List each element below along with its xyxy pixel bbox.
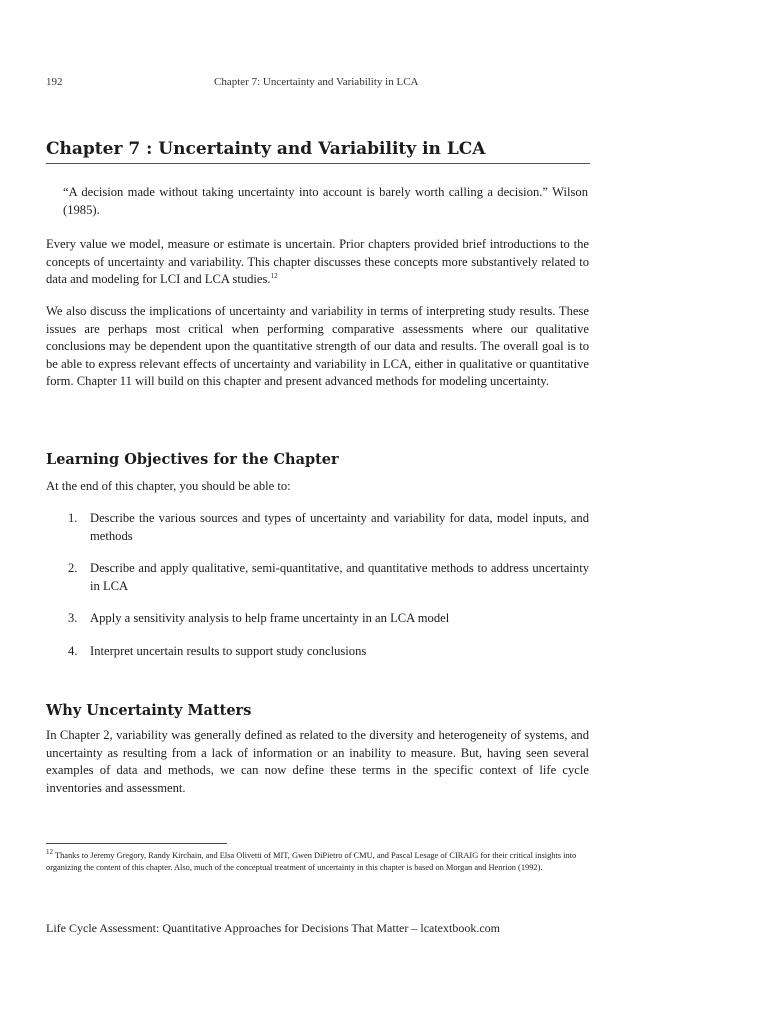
intro-paragraph-1-text: Every value we model, measure or estimate is uncertain. Prior chapters provided brief introductions to the concepts of uncertainty and variability. This chapter discusses these concepts more substantively related to data and modeling for LCI and LCA studies. xyxy=(46,237,589,286)
list-item-text: Interpret uncertain results to support study conclusions xyxy=(90,643,367,658)
footnote-divider xyxy=(46,843,227,844)
list-item xyxy=(46,643,589,661)
objectives-intro: At the end of this chapter, you should be able to: xyxy=(46,479,291,493)
footnote xyxy=(46,850,589,873)
list-item xyxy=(46,510,589,545)
running-title: Chapter 7: Uncertainty and Variability in LCA xyxy=(214,76,419,88)
why-uncertainty-heading: Why Uncertainty Matters xyxy=(46,702,252,719)
page-footer: Life Cycle Assessment: Quantitative Approaches for Decisions That Matter – lcatextbook.com xyxy=(46,921,500,935)
list-item xyxy=(46,560,589,595)
chapter-title: Chapter 7 : Uncertainty and Variability in LCA xyxy=(46,139,590,164)
list-item-number: 1. xyxy=(68,511,78,525)
epigraph-quote: “A decision made without taking uncertainty into account is barely worth calling a decision.” Wilson (1985). xyxy=(63,185,588,217)
list-item-text: Describe the various sources and types of uncertainty and variability for data, model inputs, and methods xyxy=(90,511,589,543)
list-item-number: 2. xyxy=(68,561,78,575)
footnote-reference[interactable]: 12 xyxy=(270,271,278,280)
list-item-text: Apply a sensitivity analysis to help frame uncertainty in an LCA model xyxy=(90,611,450,625)
intro-paragraph-1 xyxy=(46,236,589,289)
list-item-number: 3. xyxy=(68,611,78,625)
page-number: 192 xyxy=(46,76,63,88)
learning-objectives-heading: Learning Objectives for the Chapter xyxy=(46,451,339,468)
why-uncertainty-paragraph: In Chapter 2, variability was generally defined as related to the diversity and heterogeneity of systems, and uncertainty as resulting from a lack of information or an inability to measure. But, having seen several examples of data and methods, we can now define these terms in the specific context of life cycle inventories and assessment. xyxy=(46,728,589,795)
list-item-number: 4. xyxy=(68,643,78,658)
footnote-marker: 12 xyxy=(46,848,53,857)
list-item-text: Describe and apply qualitative, semi-quantitative, and quantitative methods to address uncertainty in LCA xyxy=(90,561,589,593)
list-item xyxy=(46,610,589,628)
objectives-list xyxy=(46,510,589,675)
footnote-text: Thanks to Jeremy Gregory, Randy Kirchain, and Elsa Olivetti of MIT, Gwen DiPietro of CMU, and Pascal Lesage of CIRAIG for their critical insights into organizing the content of this chapter. Also, much of the conceptual treatment of uncertainty in this chapter is based on Morgan and Henrion (1992). xyxy=(46,851,577,872)
intro-paragraph-2: We also discuss the implications of uncertainty and variability in terms of interpreting study results. These issues are perhaps most critical when performing comparative assessments where our qualitative conclusions may be dependent upon the quantitative strength of our data and results. The overall goal is to be able to express relevant effects of uncertainty and variability in LCA, either in qualitative or quantitative form. Chapter 11 will build on this chapter and present advanced methods for modeling uncertainty. xyxy=(46,304,589,388)
